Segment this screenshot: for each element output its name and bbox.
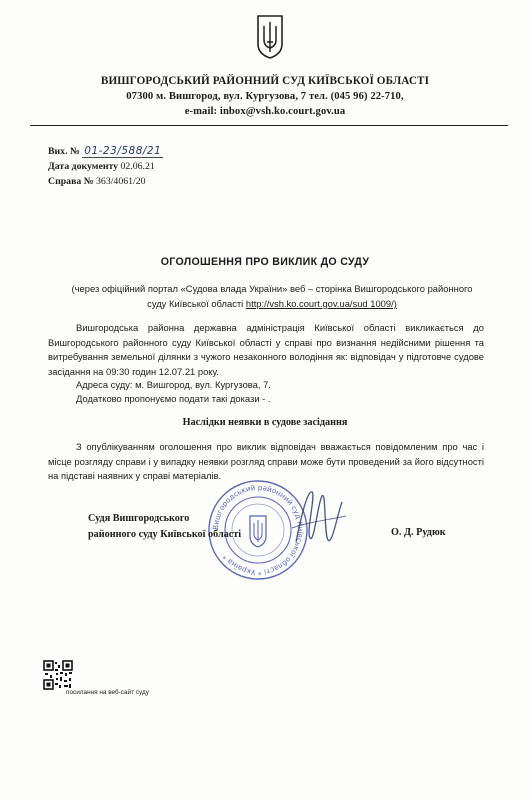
court-email: e-mail: inbox@vsh.ko.court.gov.ua [184, 106, 346, 117]
document-date-row [48, 161, 155, 172]
document-date-label: Дата документу [48, 161, 119, 172]
outgoing-number-label: Вих. № [48, 146, 80, 157]
judge-signature [288, 482, 348, 554]
court-name: ВИШГОРОДСЬКИЙ РАЙОННИЙ СУД КИЇВСЬКОЇ ОБЛАСТІ [100, 75, 430, 87]
judge-position-line-2: районного суду Київської області [88, 529, 242, 540]
case-number-label: Справа № [48, 176, 94, 187]
consequences-paragraph: З опублікуванням оголошення про виклик відповідач вважається повідомленим про час і місце розгляду справи і у випадку неявки розгляд справи може бути проведений за його відсутності на підставі наявних у справі матеріалів. [48, 441, 484, 482]
summons-paragraph: Вишгородська районна державна адміністрація Київської області викликається до Вишгородського районного суду Київської області у справі про визнання недійсними рішення та витребування земельної ділянки з чужого незаконного володіння як: відповідач у підготовче судове засідання на 09:30 годин 12.07.21 року. [48, 322, 484, 377]
seal-ring-text: Вишгородський районний суд Київської області * Україна * [210, 482, 306, 578]
judge-position-line-1: Судя Вишгородського [88, 513, 190, 524]
court-address-paragraph: Адреса суду: м. Вишгород, вул. Кургузова, 7. [76, 379, 271, 390]
case-number-value: 363/4061/20 [96, 176, 146, 187]
judge-position [88, 511, 241, 543]
portal-note [62, 281, 482, 311]
evidence-paragraph: Додатково пропонуємо подати такі докази - . [76, 393, 271, 404]
case-number-row [48, 176, 146, 187]
header-divider [30, 125, 508, 126]
outgoing-number-value: 01-23/588/21 [84, 145, 162, 157]
coat-of-arms-icon [256, 14, 284, 60]
portal-text: (через офіційний портал «Судова влада України» веб – сторінка Вишгородського районного суду Київської області [71, 283, 473, 309]
judge-name: О. Д. Рудюк [391, 527, 446, 538]
qr-code-icon[interactable] [43, 660, 73, 690]
court-address: 07300 м. Вишгород, вул. Кургузова, 7 тел. (045 96) 22-710, [126, 91, 404, 102]
portal-link[interactable]: http://vsh.ko.court.gov.ua/sud 1009/) [245, 298, 397, 309]
outgoing-number-row [48, 145, 163, 157]
document-date-value: 02.06.21 [120, 161, 155, 172]
consequences-title: Наслідки неявки в судове засідання [182, 417, 348, 428]
qr-caption: посилання на веб-сайт суду [66, 689, 149, 696]
notice-title: ОГОЛОШЕННЯ ПРО ВИКЛИК ДО СУДУ [160, 256, 370, 268]
